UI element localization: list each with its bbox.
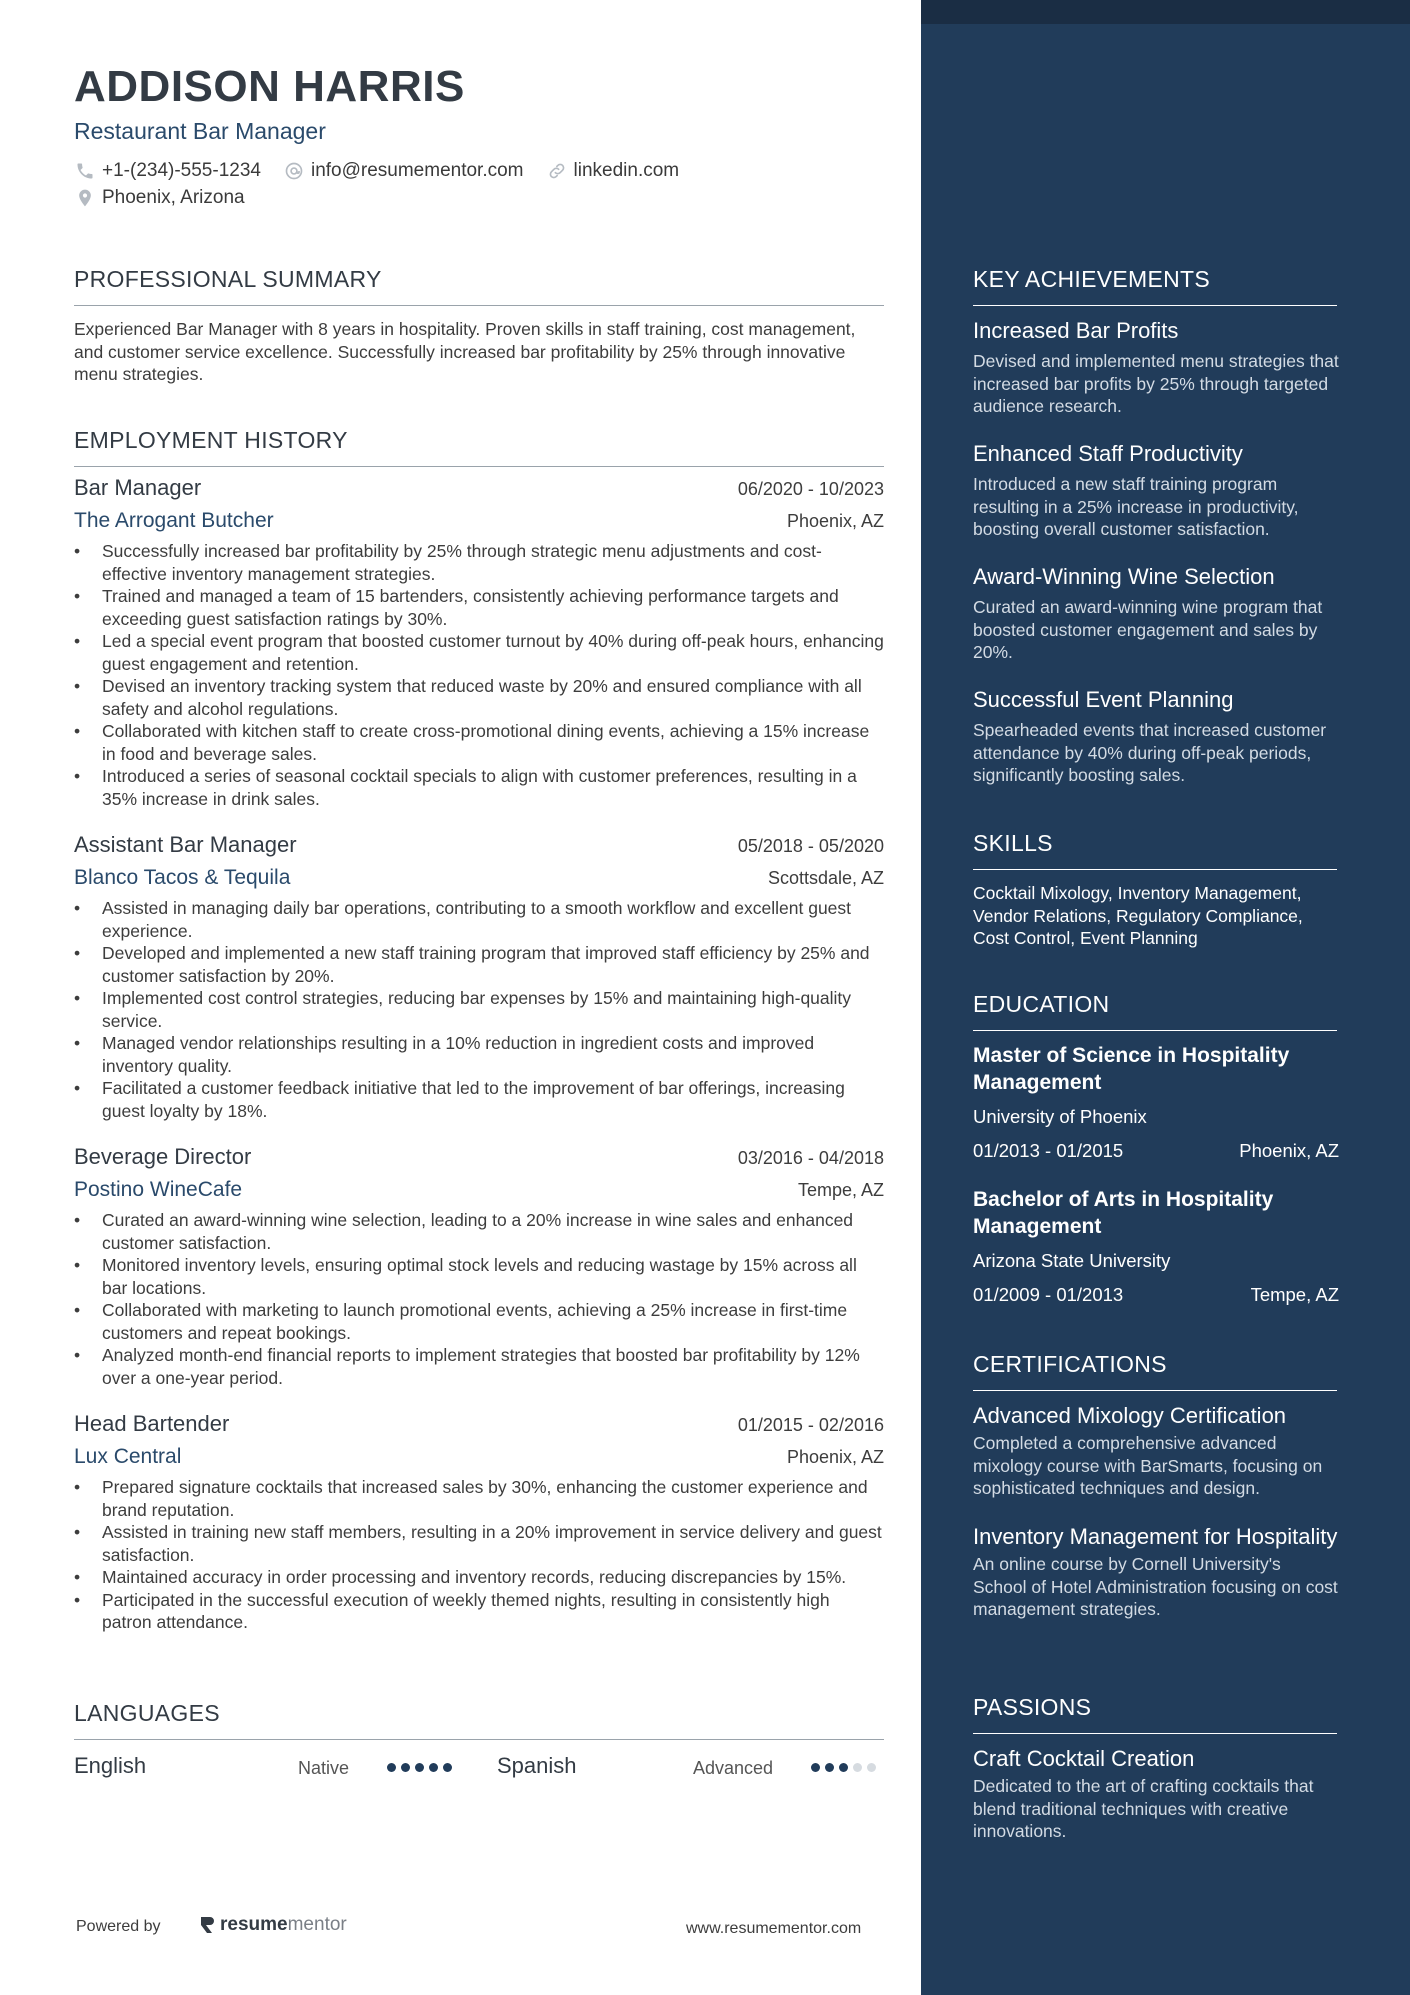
achievement-title: Increased Bar Profits (973, 318, 1179, 343)
achievement-text: Devised and implemented menu strategies that increased bar profits by 25% through targeted audience research. (973, 351, 1339, 416)
language-level: Native (298, 1758, 350, 1778)
job-bullet: • Maintained accuracy in order processing and inventory records, reducing discrepancies by 15%. (74, 1566, 884, 1589)
proficiency-dot (811, 1763, 820, 1772)
passion-text: Dedicated to the art of crafting cocktails that blend traditional techniques with creative innovations. (973, 1776, 1314, 1841)
proficiency-dot (387, 1763, 396, 1772)
passion-title: Craft Cocktail Creation (973, 1746, 1195, 1771)
job-bullet: • Implemented cost control strategies, reducing bar expenses by 15% and maintaining high-quality service. (74, 987, 884, 1032)
sidebar-top-bar (921, 0, 1410, 24)
proficiency-dot (415, 1763, 424, 1772)
job-bullet: • Led a special event program that boosted customer turnout by 40% during off-peak hours, enhancing guest engagement and retention. (74, 630, 884, 675)
sidebar-column (921, 0, 1410, 1995)
language-name: English (74, 1753, 147, 1778)
candidate-title: Restaurant Bar Manager (74, 118, 326, 144)
skills-text: Cocktail Mixology, Inventory Management, Vendor Relations, Regulatory Compliance, Cost Control, Event Planning (973, 883, 1303, 948)
job-bullet: • Facilitated a customer feedback initiative that led to the improvement of bar offerings, increasing guest loyalty by 18%. (74, 1077, 884, 1122)
proficiency-dot (443, 1763, 452, 1772)
job-bullets (74, 540, 884, 810)
linkedin-link[interactable]: linkedin.com (573, 160, 680, 181)
job-bullet: • Participated in the successful execution of weekly themed nights, resulting in consistently high patron attendance. (74, 1589, 884, 1634)
job-bullet: • Managed vendor relationships resulting in a 10% reduction in ingredient costs and improved inventory quality. (74, 1032, 884, 1077)
education-dates: 01/2013 - 01/2015 (973, 1140, 1124, 1161)
proficiency-dot (867, 1763, 876, 1772)
job-company: Postino WineCafe (74, 1178, 243, 1201)
achievement-text: Spearheaded events that increased customer attendance by 40% during off-peak periods, significantly boosting sales. (973, 720, 1327, 785)
language-item (497, 1753, 577, 1779)
job-location: Phoenix, AZ (786, 1447, 884, 1467)
powered-by-text: Powered by (76, 1918, 161, 1935)
logo-mark-icon (198, 1915, 216, 1935)
job-location: Phoenix, AZ (786, 511, 884, 531)
certification-item (973, 1523, 1339, 1621)
education-degree: Bachelor of Arts in Hospitality Management (973, 1188, 1274, 1238)
employment-heading: EMPLOYMENT HISTORY (74, 427, 884, 467)
job-bullet: • Analyzed month-end financial reports to implement strategies that boosted bar profitability by 12% over a one-year period. (74, 1344, 884, 1389)
linkedin-item[interactable] (546, 160, 680, 182)
job-dates: 03/2016 - 04/2018 (737, 1148, 884, 1168)
job-bullet: • Successfully increased bar profitability by 25% through strategic menu adjustments and cost-effective inventory management strategies. (74, 540, 884, 585)
job-bullet: • Devised an inventory tracking system that reduced waste by 20% and ensured compliance with all safety and alcohol regulations. (74, 675, 884, 720)
logo-bold-text: resume (220, 1914, 288, 1935)
proficiency-dot (429, 1763, 438, 1772)
achievements-heading: KEY ACHIEVEMENTS (973, 266, 1337, 306)
job-dates: 01/2015 - 02/2016 (737, 1415, 884, 1435)
phone-icon (74, 160, 96, 182)
achievement-item (973, 686, 1339, 787)
certification-text: Completed a comprehensive advanced mixology course with BarSmarts, focusing on sophisticated techniques and design. (973, 1433, 1323, 1498)
candidate-name: ADDISON HARRIS (74, 62, 465, 111)
certification-title: Inventory Management for Hospitality (973, 1524, 1338, 1549)
achievement-item (973, 563, 1339, 664)
link-icon (546, 160, 568, 182)
education-dates: 01/2009 - 01/2013 (973, 1284, 1124, 1305)
job-role: Bar Manager (74, 475, 202, 500)
phone-item (74, 160, 261, 182)
job-role: Head Bartender (74, 1411, 230, 1436)
achievement-title: Award-Winning Wine Selection (973, 564, 1275, 589)
job-entry (74, 475, 884, 810)
job-entry (74, 832, 884, 1122)
job-dates: 06/2020 - 10/2023 (737, 479, 884, 499)
at-icon (283, 160, 305, 182)
map-pin-icon (74, 187, 96, 209)
language-item (74, 1753, 146, 1779)
languages-heading: LANGUAGES (74, 1700, 884, 1740)
job-company: Blanco Tacos & Tequila (74, 866, 291, 889)
job-role: Assistant Bar Manager (74, 832, 297, 857)
job-bullets (74, 1476, 884, 1634)
job-bullet: • Collaborated with kitchen staff to create cross-promotional dining events, achieving a 15% increase in food and beverage sales. (74, 720, 884, 765)
job-bullet: • Assisted in training new staff members, resulting in a 20% improvement in service delivery and guest satisfaction. (74, 1521, 884, 1566)
job-bullet: • Assisted in managing daily bar operations, contributing to a smooth workflow and excellent guest experience. (74, 897, 884, 942)
education-heading: EDUCATION (973, 991, 1337, 1031)
language-level: Advanced (693, 1758, 774, 1778)
summary-heading: PROFESSIONAL SUMMARY (74, 266, 884, 306)
proficiency-dot (401, 1763, 410, 1772)
certification-text: An online course by Cornell University's School of Hotel Administration focusing on cost management strategies. (973, 1554, 1338, 1619)
education-degree: Master of Science in Hospitality Management (973, 1044, 1290, 1094)
job-bullets (74, 1209, 884, 1389)
passion-item (973, 1745, 1339, 1843)
job-location: Scottsdale, AZ (767, 868, 884, 888)
education-item (973, 1042, 1339, 1162)
logo-light-text: mentor (287, 1914, 347, 1935)
phone-text: +1-(234)-555-1234 (102, 160, 261, 181)
job-bullet: • Collaborated with marketing to launch promotional events, achieving a 25% increase in first-time customers and repeat bookings. (74, 1299, 884, 1344)
achievement-title: Successful Event Planning (973, 687, 1234, 712)
job-company: The Arrogant Butcher (74, 509, 274, 532)
skills-heading: SKILLS (973, 830, 1337, 870)
location-text: Phoenix, Arizona (102, 187, 245, 208)
achievement-text: Introduced a new staff training program resulting in a 25% increase in productivity, boosting overall customer satisfaction. (973, 474, 1299, 539)
achievement-text: Curated an award-winning wine program that boosted customer engagement and sales by 20%. (973, 597, 1323, 662)
certification-title: Advanced Mixology Certification (973, 1403, 1287, 1428)
email-link[interactable]: info@resumementor.com (310, 160, 524, 181)
passions-heading: PASSIONS (973, 1694, 1337, 1734)
education-item (973, 1186, 1339, 1306)
job-role: Beverage Director (74, 1144, 252, 1169)
job-bullet: • Monitored inventory levels, ensuring optimal stock levels and reducing wastage by 15% across all bar locations. (74, 1254, 884, 1299)
achievement-item (973, 440, 1339, 541)
job-entry (74, 1411, 884, 1634)
job-bullet: • Trained and managed a team of 15 bartenders, consistently achieving performance targets and exceeding guest satisfaction ratings by 30%. (74, 585, 884, 630)
achievement-item (973, 317, 1339, 418)
job-bullet: • Curated an award-winning wine selection, leading to a 20% increase in wine sales and enhanced customer satisfaction. (74, 1209, 884, 1254)
job-company: Lux Central (74, 1445, 182, 1468)
job-bullet: • Developed and implemented a new staff training program that improved staff efficiency by 25% and customer satisfaction by 20%. (74, 942, 884, 987)
education-location: Tempe, AZ (1250, 1284, 1339, 1305)
location-item (74, 187, 245, 209)
resumementor-logo (198, 1914, 347, 1936)
language-proficiency-dots (811, 1763, 881, 1772)
location-row (74, 187, 267, 209)
certifications-heading: CERTIFICATIONS (973, 1351, 1337, 1391)
email-item[interactable] (283, 160, 524, 182)
proficiency-dot (839, 1763, 848, 1772)
language-proficiency-dots (387, 1763, 457, 1772)
proficiency-dot (825, 1763, 834, 1772)
certification-item (973, 1402, 1339, 1500)
job-location: Tempe, AZ (797, 1180, 884, 1200)
job-bullets (74, 897, 884, 1122)
education-school: Arizona State University (973, 1250, 1171, 1271)
education-location: Phoenix, AZ (1239, 1140, 1339, 1161)
education-school: University of Phoenix (973, 1106, 1147, 1127)
achievement-title: Enhanced Staff Productivity (973, 441, 1243, 466)
footer-url[interactable]: www.resumementor.com (686, 1920, 862, 1937)
job-bullet: • Introduced a series of seasonal cocktail specials to align with customer preferences, resulting in a 35% increase in drink sales. (74, 765, 884, 810)
contact-row (74, 160, 701, 182)
language-name: Spanish (497, 1753, 577, 1778)
job-bullet: • Prepared signature cocktails that increased sales by 30%, enhancing the customer experience and brand reputation. (74, 1476, 884, 1521)
summary-text: Experienced Bar Manager with 8 years in hospitality. Proven skills in staff training, cost management, and customer service excellence. Successfully increased bar profitability by 25% through innovative menu strategies. (74, 319, 856, 384)
proficiency-dot (853, 1763, 862, 1772)
job-dates: 05/2018 - 05/2020 (737, 836, 884, 856)
job-entry (74, 1144, 884, 1389)
